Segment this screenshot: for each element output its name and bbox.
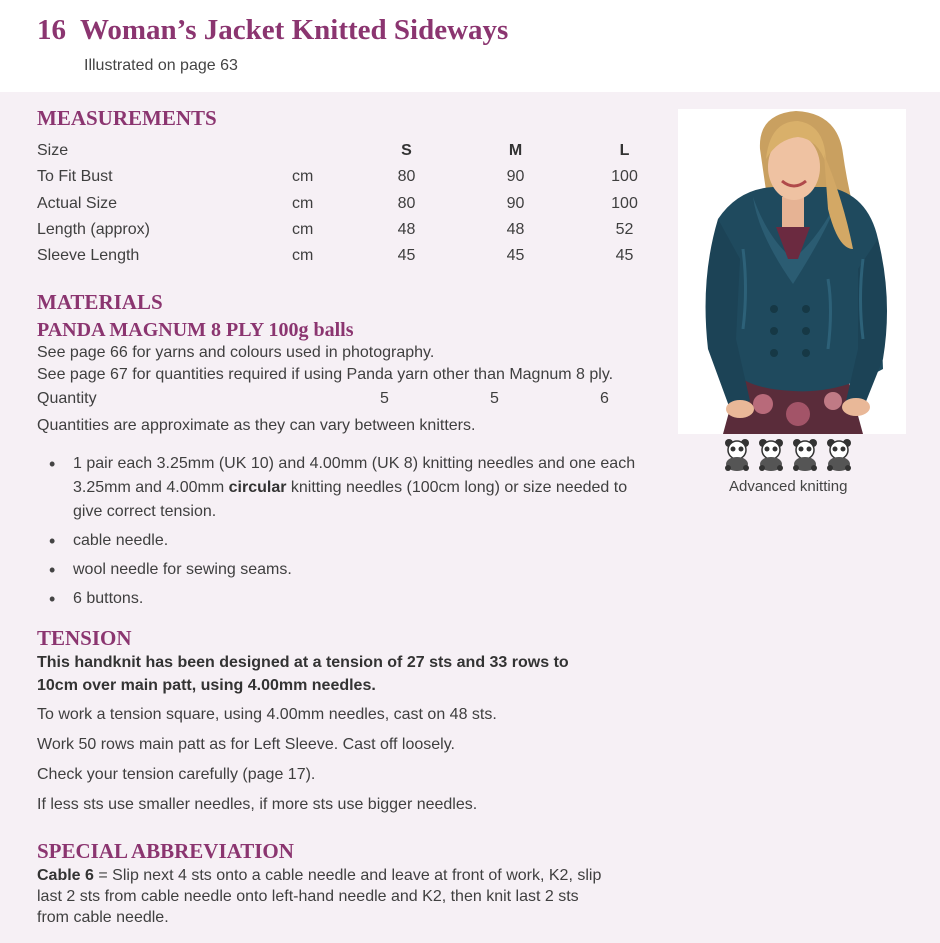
page-subtitle: Illustrated on page 63 (84, 57, 238, 74)
row-unit: cm (292, 221, 314, 239)
materials-heading: MATERIALS (37, 290, 163, 314)
abbreviation-line-2: last 2 sts from cable needle onto left-hand needle and K2, then knit last 2 sts (37, 888, 579, 905)
list-item (37, 452, 653, 524)
value-l: 52 (615, 221, 634, 239)
tension-bold-line-2: 10cm over main patt, using 4.00mm needles. (37, 677, 376, 694)
circular-emphasis: circular (228, 479, 287, 496)
table-row (37, 191, 679, 217)
row-label: Length (approx) (37, 221, 150, 239)
value-s: 48 (397, 221, 416, 239)
table-row (37, 243, 679, 269)
pattern-title: Woman’s Jacket Knitted Sideways (80, 14, 509, 46)
needles-text: 1 pair each 3.25mm (UK 10) and 4.00mm (UK 8) knitting needles and one each 3.25mm and 4.00mm (73, 455, 636, 496)
measurements-heading: MEASUREMENTS (37, 106, 217, 130)
abbreviation-heading: SPECIAL ABBREVIATION (37, 839, 294, 863)
value-m: 90 (506, 168, 525, 186)
value-m: 45 (506, 247, 525, 265)
value-s: 80 (397, 168, 416, 186)
table-row (37, 164, 679, 190)
page-title (37, 14, 508, 47)
value-l: 45 (615, 247, 634, 265)
row-label: To Fit Bust (37, 168, 113, 186)
page-header (0, 0, 940, 92)
value-m: 90 (506, 194, 525, 212)
tension-paragraph: To work a tension square, using 4.00mm needles, cast on 48 sts. (37, 706, 497, 723)
row-unit: cm (292, 247, 314, 265)
value-m: 48 (506, 221, 525, 239)
materials-list (37, 452, 677, 616)
list-item: • 6 buttons. (37, 587, 677, 611)
row-unit: cm (292, 168, 314, 186)
needles-text-end: knitting needles (100cm long) or size needed to give correct tension. (73, 479, 628, 520)
yarn-note-quantities: See page 67 for quantities required if using Panda yarn other than Magnum 8 ply. (37, 366, 614, 383)
difficulty-rating (722, 438, 854, 472)
model-illustration (678, 109, 906, 434)
yarn-heading: PANDA MAGNUM 8 PLY 100g balls (37, 319, 354, 341)
quantity-note: Quantities are approximate as they can vary between knitters. (37, 417, 476, 434)
jacket-photo (678, 109, 906, 434)
list-item: • wool needle for sewing seams. (37, 558, 677, 582)
row-label: Actual Size (37, 194, 118, 212)
tension-paragraph: Work 50 rows main patt as for Left Sleeve. Cast off loosely. (37, 736, 455, 753)
quantity-s: 5 (380, 390, 389, 407)
size-m-header: M (508, 142, 523, 160)
panda-icon (824, 438, 854, 472)
tension-bold-line-1: This handknit has been designed at a tension of 27 sts and 33 rows to (37, 654, 569, 671)
panda-icon (722, 438, 752, 472)
size-s-header: S (401, 142, 412, 160)
quantity-l: 6 (600, 390, 609, 407)
tension-paragraph: If less sts use smaller needles, if more sts use bigger needles. (37, 796, 478, 813)
table-row (37, 217, 679, 243)
quantity-label: Quantity (37, 390, 97, 407)
abbreviation-line-3: from cable needle. (37, 909, 169, 926)
difficulty-label: Advanced knitting (729, 478, 848, 495)
abbreviation-text: = Slip next 4 sts onto a cable needle and leave at front of work, K2, slip (93, 867, 602, 884)
abbreviation-term: Cable 6 (37, 867, 94, 884)
value-s: 80 (397, 194, 416, 212)
list-item: • cable needle. (37, 529, 677, 553)
pattern-number: 16 (37, 14, 66, 46)
tension-paragraph: Check your tension carefully (page 17). (37, 766, 316, 783)
row-label: Sleeve Length (37, 247, 140, 265)
value-s: 45 (397, 247, 416, 265)
panda-icon (790, 438, 820, 472)
quantity-m: 5 (490, 390, 499, 407)
value-l: 100 (611, 194, 638, 212)
row-unit: cm (292, 194, 314, 212)
size-l-header: L (619, 142, 630, 160)
tension-heading: TENSION (37, 626, 132, 650)
value-l: 100 (611, 168, 638, 186)
measurements-table (37, 138, 679, 269)
size-label: Size (37, 142, 69, 160)
panda-icon (756, 438, 786, 472)
yarn-note-photography: See page 66 for yarns and colours used in photography. (37, 344, 435, 361)
unit-cell (292, 138, 352, 164)
abbreviation-line-1 (37, 867, 601, 885)
table-header-row (37, 138, 679, 164)
